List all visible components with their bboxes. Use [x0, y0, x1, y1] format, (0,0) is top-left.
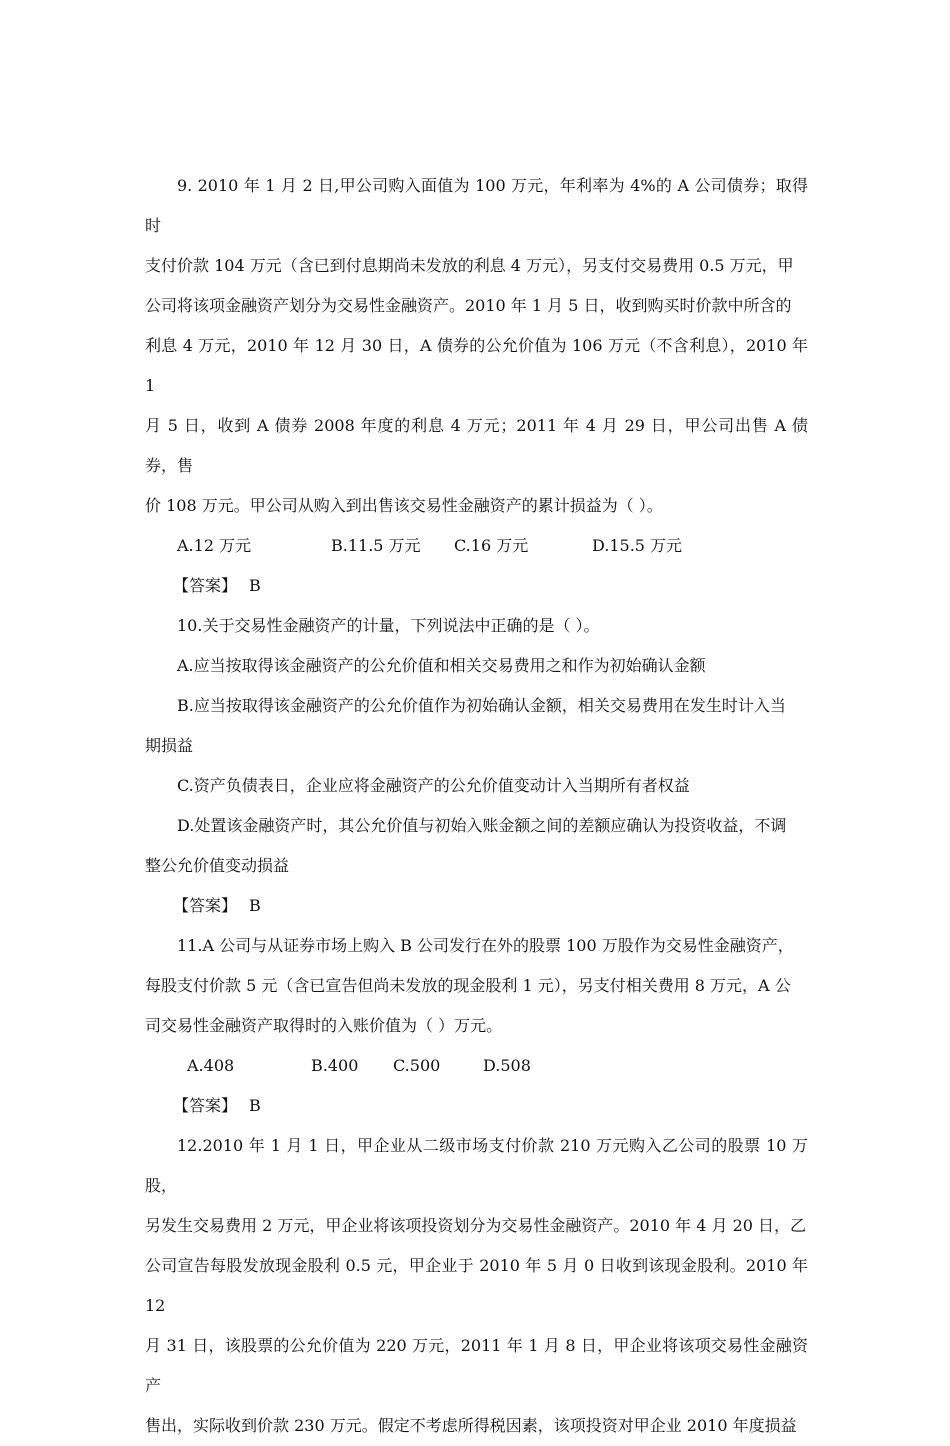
question-10-option-d-cont: 整公允价值变动损益	[145, 856, 290, 875]
question-10-option-a: A.应当按取得该金融资产的公允价值和相关交易费用之和作为初始确认金额	[177, 656, 706, 675]
question-11-option-d: D.508	[483, 1056, 531, 1075]
question-12-line: 另发生交易费用 2 万元，甲企业将该项投资划分为交易性金融资产。2010 年 4 月 20 日，乙	[145, 1216, 807, 1235]
question-10-stem: 10.关于交易性金融资产的计量，下列说法中正确的是（ ）。	[177, 616, 600, 635]
question-12-line: 12.2010 年 1 月 1 日，甲企业从二级市场支付价款 210 万元购入乙公司的股票 10 万股，	[145, 1136, 808, 1195]
question-9-option-b: B.11.5 万元	[331, 536, 421, 555]
question-10-option-b: B.应当按取得该金融资产的公允价值作为初始确认金额，相关交易费用在发生时计入当	[177, 696, 786, 715]
answer-label: 【答案】	[173, 896, 238, 915]
question-9-option-c: C.16 万元	[454, 536, 529, 555]
question-9-answer	[145, 566, 808, 606]
question-11-option-b: B.400	[311, 1056, 359, 1075]
question-9-line: 支付价款 104 万元（含已到付息期尚未发放的利息 4 万元），另支付交易费用 0.5 万元，甲	[145, 256, 794, 275]
question-9-line: 利息 4 万元，2010 年 12 月 30 日，A 债券的公允价值为 106 万元（不含利息），2010 年 1	[145, 336, 808, 395]
question-9-line: 价 108 万元。甲公司从购入到出售该交易性金融资产的累计损益为（ ）。	[145, 496, 663, 515]
question-11-line: 每股支付价款 5 元（含已宣告但尚未发放的现金股利 1 元），另支付相关费用 8 万元，A 公	[145, 976, 791, 995]
page-content	[145, 166, 808, 1446]
question-11-line: 11.A 公司与从证券市场上购入 B 公司发行在外的股票 100 万股作为交易性金融资产，	[177, 936, 794, 955]
question-9	[145, 166, 808, 606]
question-9-option-d: D.15.5 万元	[592, 536, 683, 555]
question-10-option-d: D.处置该金融资产时，其公允价值与初始入账金额之间的差额应确认为投资收益，不调	[177, 816, 787, 835]
question-9-option-a: A.12 万元	[177, 536, 252, 555]
question-11-options	[145, 1046, 808, 1086]
question-9-line: 月 5 日，收到 A 债券 2008 年度的利息 4 万元；2011 年 4 月 29 日，甲公司出售 A 债券，售	[145, 416, 808, 475]
question-10	[145, 606, 808, 926]
question-9-line: 9. 2010 年 1 月 2 日,甲公司购入面值为 100 万元，年利率为 4%的 A 公司债券；取得时	[145, 176, 808, 235]
question-10-option-b-cont: 期损益	[145, 736, 194, 755]
question-12-line: 公司宣告每股发放现金股利 0.5 元，甲企业于 2010 年 5 月 0 日收到该现金股利。2010 年 12	[145, 1256, 808, 1315]
question-11-answer	[145, 1086, 808, 1126]
question-11-option-a: A.408	[187, 1056, 235, 1075]
question-10-option-c: C.资产负债表日，企业应将金融资产的公允价值变动计入当期所有者权益	[177, 776, 690, 795]
answer-label: 【答案】	[173, 1096, 238, 1115]
question-12-line: 月 31 日，该股票的公允价值为 220 万元，2011 年 1 月 8 日，甲企业将该项交易性金融资产	[145, 1336, 808, 1395]
answer-value: B	[249, 576, 261, 595]
question-12	[145, 1126, 808, 1446]
question-11-option-c: C.500	[393, 1056, 441, 1075]
answer-label: 【答案】	[173, 576, 238, 595]
question-9-options	[145, 526, 808, 566]
answer-value: B	[249, 896, 261, 915]
question-9-line: 公司将该项金融资产划分为交易性金融资产。2010 年 1 月 5 日，收到购买时价款中所含的	[145, 296, 792, 315]
question-12-line: 售出，实际收到价款 230 万元。假定不考虑所得税因素，该项投资对甲企业 2010 年度损益	[145, 1416, 797, 1435]
question-11	[145, 926, 808, 1126]
question-11-line: 司交易性金融资产取得时的入账价值为（ ）万元。	[145, 1016, 503, 1035]
question-10-answer	[145, 886, 808, 926]
answer-value: B	[249, 1096, 261, 1115]
